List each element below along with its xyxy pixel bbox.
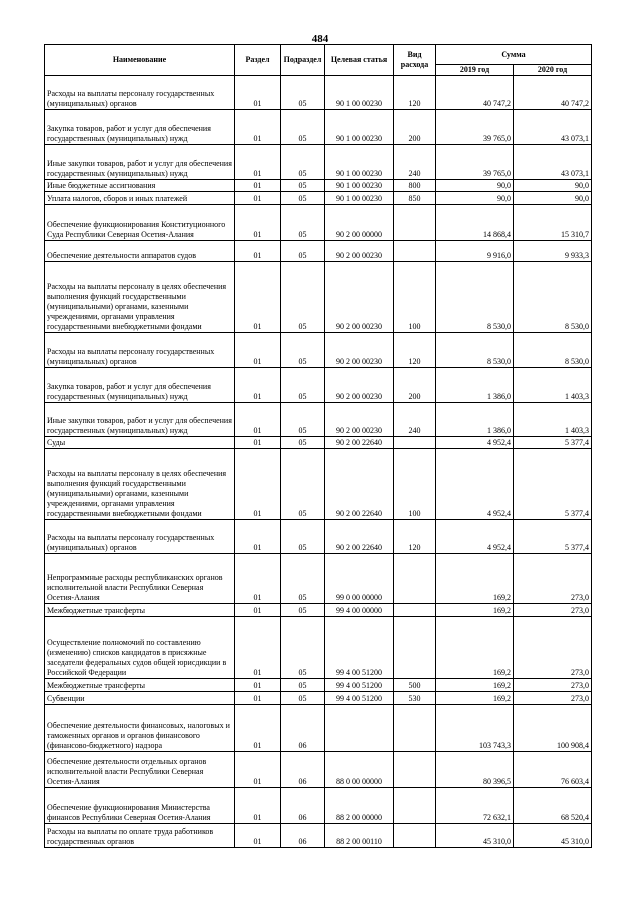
row-target-article: 99 4 00 00000: [325, 604, 394, 617]
row-name-text: Иные закупки товаров, работ и услуг для обеспечения государственных (муниципальных) нужд: [47, 416, 232, 435]
header-expense-type: Вид расхода: [394, 45, 436, 76]
row-name-text: Обеспечение деятельности отдельных органов исполнительной власти Республики Северная Осетия-Алания: [47, 757, 207, 786]
row-section: 01: [235, 449, 281, 520]
row-section: 01: [235, 180, 281, 192]
row-name: [45, 788, 235, 824]
row-section: 01: [235, 192, 281, 205]
row-sum-2020: 45 310,0: [514, 824, 592, 848]
row-sum-2019: 9 916,0: [436, 241, 514, 262]
table-row: [45, 368, 592, 403]
row-target-article: [325, 705, 394, 752]
row-target-article: 90 2 00 22640: [325, 520, 394, 554]
row-target-article: 88 2 00 00000: [325, 788, 394, 824]
table-row: [45, 205, 592, 241]
row-expense-type: [394, 788, 436, 824]
row-name-text: Непрограммные расходы республиканских органов исполнительной власти Республики Северная Осетия-Алания: [47, 573, 223, 602]
row-name: [45, 437, 235, 449]
row-name-text: Расходы на выплаты персоналу государственных (муниципальных) органов: [47, 533, 215, 552]
row-name-text: Обеспечение деятельности аппаратов судов: [47, 251, 197, 260]
header-target-article: Целевая статья: [325, 45, 394, 76]
row-section: 01: [235, 692, 281, 705]
row-expense-type: 120: [394, 333, 436, 368]
row-sum-2020: 76 603,4: [514, 752, 592, 788]
row-sum-2020: 5 377,4: [514, 520, 592, 554]
row-name: [45, 752, 235, 788]
table-row: [45, 788, 592, 824]
row-subsection: 05: [281, 262, 325, 333]
row-name: [45, 180, 235, 192]
row-target-article: 99 0 00 00000: [325, 554, 394, 604]
table-row: [45, 145, 592, 180]
row-subsection: 05: [281, 554, 325, 604]
row-section: 01: [235, 437, 281, 449]
row-name: [45, 705, 235, 752]
row-sum-2020: 43 073,1: [514, 110, 592, 145]
row-sum-2020: 8 530,0: [514, 333, 592, 368]
row-section: 01: [235, 241, 281, 262]
row-sum-2019: 1 386,0: [436, 368, 514, 403]
row-name-text: Расходы на выплаты персоналу в целях обеспечения выполнения функций государственными (муниципальными) органами, казенными учреждениями, органами управления государственными внебюджетными фондами: [47, 469, 227, 518]
row-target-article: 99 4 00 51200: [325, 617, 394, 679]
row-sum-2019: 169,2: [436, 554, 514, 604]
row-target-article: 90 1 00 00230: [325, 145, 394, 180]
row-target-article: 88 0 00 00000: [325, 752, 394, 788]
row-name-text: Расходы на выплаты персоналу государственных (муниципальных) органов: [47, 347, 215, 366]
row-subsection: 05: [281, 520, 325, 554]
row-target-article: 88 2 00 00110: [325, 824, 394, 848]
row-sum-2019: 40 747,2: [436, 76, 514, 110]
header-section: Раздел: [235, 45, 281, 76]
row-name: [45, 403, 235, 437]
row-name-text: Расходы на выплаты персоналу в целях обеспечения выполнения функций государственными (муниципальными) органами, казенными учреждениями, органами управления государственными внебюджетными фондами: [47, 282, 227, 331]
row-name-text: Межбюджетные трансферты: [47, 606, 145, 615]
header-year-2020: 2020 год: [514, 65, 592, 76]
header-sum: Сумма: [436, 45, 592, 65]
table-row: [45, 604, 592, 617]
row-sum-2019: 72 632,1: [436, 788, 514, 824]
row-expense-type: [394, 604, 436, 617]
row-expense-type: 100: [394, 262, 436, 333]
row-expense-type: 500: [394, 679, 436, 692]
row-section: 01: [235, 110, 281, 145]
header-name: Наименование: [45, 45, 235, 76]
row-target-article: 90 2 00 00230: [325, 368, 394, 403]
row-target-article: 90 2 00 00000: [325, 205, 394, 241]
row-subsection: 05: [281, 617, 325, 679]
row-name: [45, 604, 235, 617]
row-sum-2020: 15 310,7: [514, 205, 592, 241]
row-name: [45, 145, 235, 180]
row-name-text: Расходы на выплаты персоналу государственных (муниципальных) органов: [47, 89, 215, 108]
row-name-text: Закупка товаров, работ и услуг для обеспечения государственных (муниципальных) нужд: [47, 382, 211, 401]
row-subsection: 05: [281, 241, 325, 262]
row-name-text: Закупка товаров, работ и услуг для обеспечения государственных (муниципальных) нужд: [47, 124, 211, 143]
row-section: 01: [235, 145, 281, 180]
row-name: [45, 824, 235, 848]
row-sum-2020: 1 403,3: [514, 368, 592, 403]
header-row: [45, 45, 592, 65]
row-target-article: 90 1 00 00230: [325, 76, 394, 110]
row-target-article: 90 2 00 22640: [325, 449, 394, 520]
row-expense-type: 240: [394, 145, 436, 180]
row-sum-2020: 90,0: [514, 192, 592, 205]
row-section: 01: [235, 617, 281, 679]
row-subsection: 06: [281, 752, 325, 788]
row-sum-2020: 43 073,1: [514, 145, 592, 180]
table-row: [45, 679, 592, 692]
table-row: [45, 692, 592, 705]
row-name: [45, 617, 235, 679]
row-name-text: Обеспечение деятельности финансовых, налоговых и таможенных органов и органов финансового (финансово-бюджетного) надзора: [47, 721, 230, 750]
row-sum-2020: 273,0: [514, 604, 592, 617]
row-sum-2020: 9 933,3: [514, 241, 592, 262]
table-row: [45, 403, 592, 437]
row-sum-2020: 1 403,3: [514, 403, 592, 437]
row-sum-2020: 273,0: [514, 692, 592, 705]
table-row: [45, 262, 592, 333]
row-sum-2019: 1 386,0: [436, 403, 514, 437]
row-subsection: 05: [281, 333, 325, 368]
row-section: 01: [235, 554, 281, 604]
row-sum-2020: 68 520,4: [514, 788, 592, 824]
row-subsection: 05: [281, 368, 325, 403]
row-sum-2019: 4 952,4: [436, 437, 514, 449]
row-subsection: 05: [281, 604, 325, 617]
row-sum-2019: 4 952,4: [436, 449, 514, 520]
table-row: [45, 76, 592, 110]
row-sum-2020: 90,0: [514, 180, 592, 192]
row-sum-2019: 4 952,4: [436, 520, 514, 554]
row-sum-2019: 169,2: [436, 617, 514, 679]
row-name: [45, 76, 235, 110]
row-section: 01: [235, 333, 281, 368]
row-section: 01: [235, 368, 281, 403]
row-target-article: 90 2 00 00230: [325, 403, 394, 437]
row-expense-type: 800: [394, 180, 436, 192]
table-row: [45, 554, 592, 604]
row-target-article: 90 1 00 00230: [325, 180, 394, 192]
row-sum-2020: 273,0: [514, 617, 592, 679]
header-year-2019: 2019 год: [436, 65, 514, 76]
table-row: [45, 192, 592, 205]
row-name-text: Суды: [47, 438, 66, 447]
table-row: [45, 110, 592, 145]
row-sum-2019: 169,2: [436, 604, 514, 617]
table-row: [45, 705, 592, 752]
row-section: 01: [235, 604, 281, 617]
row-name: [45, 692, 235, 705]
row-section: 01: [235, 788, 281, 824]
row-sum-2019: 39 765,0: [436, 145, 514, 180]
row-sum-2020: 5 377,4: [514, 437, 592, 449]
row-name-text: Межбюджетные трансферты: [47, 681, 145, 690]
row-expense-type: [394, 705, 436, 752]
row-name-text: Расходы на выплаты по оплате труда работников государственных органов: [47, 827, 214, 846]
table-row: [45, 824, 592, 848]
row-name-text: Субвенции: [47, 694, 85, 703]
row-sum-2020: 273,0: [514, 679, 592, 692]
row-section: 01: [235, 76, 281, 110]
row-sum-2019: 90,0: [436, 180, 514, 192]
row-name-text: Осуществление полномочий по составлению (изменению) списков кандидатов в присяжные заседатели федеральных судов общей юрисдикции в Российской Федерации: [47, 638, 227, 677]
row-subsection: 05: [281, 449, 325, 520]
row-sum-2019: 169,2: [436, 679, 514, 692]
row-sum-2019: 90,0: [436, 192, 514, 205]
row-subsection: 05: [281, 403, 325, 437]
row-subsection: 05: [281, 192, 325, 205]
row-expense-type: 100: [394, 449, 436, 520]
row-expense-type: 200: [394, 368, 436, 403]
row-section: 01: [235, 824, 281, 848]
row-sum-2019: 103 743,3: [436, 705, 514, 752]
row-sum-2020: 5 377,4: [514, 449, 592, 520]
row-subsection: 06: [281, 788, 325, 824]
row-target-article: 90 2 00 00230: [325, 262, 394, 333]
row-name-text: Обеспечение функционирования Конституционного Суда Республики Северная Осетия-Алания: [47, 220, 226, 239]
row-target-article: 90 2 00 00230: [325, 333, 394, 368]
row-name: [45, 449, 235, 520]
row-expense-type: 850: [394, 192, 436, 205]
row-name: [45, 192, 235, 205]
row-subsection: 05: [281, 679, 325, 692]
row-expense-type: 200: [394, 110, 436, 145]
row-expense-type: [394, 824, 436, 848]
row-name: [45, 241, 235, 262]
row-section: 01: [235, 520, 281, 554]
row-sum-2020: 8 530,0: [514, 262, 592, 333]
row-sum-2019: 169,2: [436, 692, 514, 705]
row-sum-2019: 14 868,4: [436, 205, 514, 241]
table-row: [45, 180, 592, 192]
row-name: [45, 333, 235, 368]
row-section: 01: [235, 705, 281, 752]
row-sum-2020: 273,0: [514, 554, 592, 604]
table-row: [45, 437, 592, 449]
row-subsection: 05: [281, 110, 325, 145]
row-section: 01: [235, 752, 281, 788]
row-target-article: 99 4 00 51200: [325, 692, 394, 705]
row-section: 01: [235, 262, 281, 333]
row-name-text: Иные закупки товаров, работ и услуг для обеспечения государственных (муниципальных) нужд: [47, 159, 232, 178]
row-subsection: 06: [281, 824, 325, 848]
row-expense-type: 120: [394, 520, 436, 554]
row-subsection: 06: [281, 705, 325, 752]
row-name: [45, 554, 235, 604]
row-name: [45, 679, 235, 692]
row-subsection: 05: [281, 205, 325, 241]
table-row: [45, 241, 592, 262]
row-expense-type: 240: [394, 403, 436, 437]
row-sum-2019: 45 310,0: [436, 824, 514, 848]
row-sum-2019: 80 396,5: [436, 752, 514, 788]
row-expense-type: 530: [394, 692, 436, 705]
row-name-text: Обеспечение функционирования Министерства финансов Республики Северная Осетия-Алания: [47, 803, 211, 822]
row-name: [45, 520, 235, 554]
table-body: [45, 76, 592, 848]
row-target-article: 90 2 00 22640: [325, 437, 394, 449]
table-row: [45, 449, 592, 520]
row-target-article: 90 1 00 00230: [325, 110, 394, 145]
table-row: [45, 752, 592, 788]
row-name-text: Иные бюджетные ассигнования: [47, 181, 156, 190]
row-subsection: 05: [281, 437, 325, 449]
row-sum-2019: 39 765,0: [436, 110, 514, 145]
row-expense-type: [394, 241, 436, 262]
row-expense-type: 120: [394, 76, 436, 110]
row-sum-2019: 8 530,0: [436, 333, 514, 368]
budget-table: [44, 44, 592, 848]
row-section: 01: [235, 205, 281, 241]
row-sum-2019: 8 530,0: [436, 262, 514, 333]
row-subsection: 05: [281, 692, 325, 705]
row-name: [45, 262, 235, 333]
row-target-article: 99 4 00 51200: [325, 679, 394, 692]
row-subsection: 05: [281, 76, 325, 110]
row-target-article: 90 2 00 00230: [325, 241, 394, 262]
row-expense-type: [394, 205, 436, 241]
row-section: 01: [235, 679, 281, 692]
row-expense-type: [394, 752, 436, 788]
page-number: 484: [311, 33, 329, 45]
row-expense-type: [394, 554, 436, 604]
row-target-article: 90 1 00 00230: [325, 192, 394, 205]
table-row: [45, 520, 592, 554]
row-subsection: 05: [281, 180, 325, 192]
table-row: [45, 617, 592, 679]
header-subsection: Подраздел: [281, 45, 325, 76]
row-name: [45, 205, 235, 241]
row-name-text: Уплата налогов, сборов и иных платежей: [47, 194, 188, 203]
row-section: 01: [235, 403, 281, 437]
table-row: [45, 333, 592, 368]
row-name: [45, 368, 235, 403]
row-sum-2020: 100 908,4: [514, 705, 592, 752]
row-expense-type: [394, 437, 436, 449]
row-subsection: 05: [281, 145, 325, 180]
row-expense-type: [394, 617, 436, 679]
row-name: [45, 110, 235, 145]
row-sum-2020: 40 747,2: [514, 76, 592, 110]
